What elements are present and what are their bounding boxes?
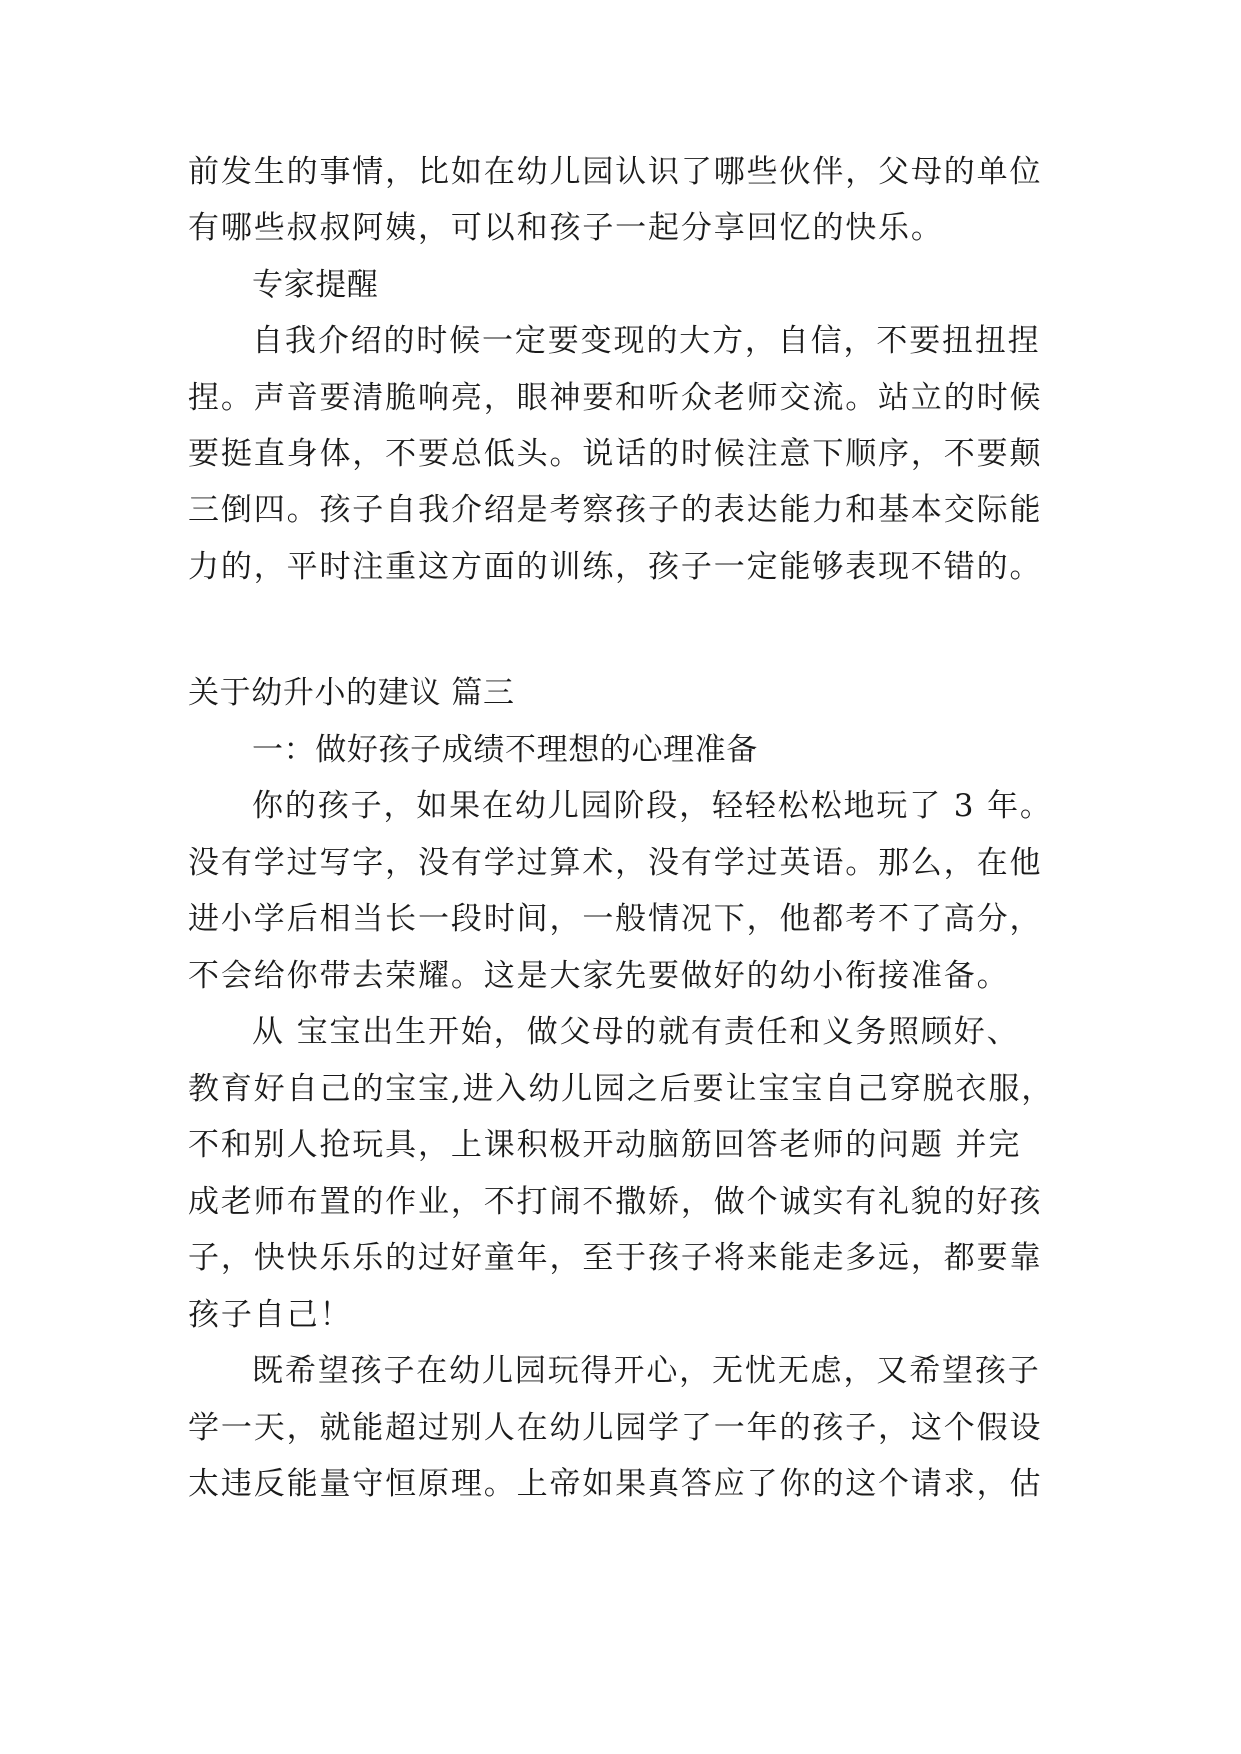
paragraph-line: 力的，平时注重这方面的训练，孩子一定能够表现不错的。 <box>188 549 1043 585</box>
paragraph-line: 教育好自己的宝宝,进入幼儿园之后要让宝宝自己穿脱衣服， <box>188 1071 1055 1107</box>
paragraph-line: 你的孩子，如果在幼儿园阶段，轻轻松松地玩了 3 年。 <box>252 788 1053 824</box>
paragraph-line: 进小学后相当长一段时间，一般情况下，他都考不了高分， <box>188 901 1043 937</box>
paragraph-line: 成老师布置的作业，不打闹不撒娇，做个诚实有礼貌的好孩 <box>188 1184 1043 1220</box>
paragraph-line: 有哪些叔叔阿姨，可以和孩子一起分享回忆的快乐。 <box>188 210 944 246</box>
section-subheading: 专家提醒 <box>252 267 379 303</box>
paragraph-line: 没有学过写字，没有学过算术，没有学过英语。那么，在他 <box>188 845 1043 881</box>
section-heading: 关于幼升小的建议 篇三 <box>188 675 515 711</box>
paragraph-line: 不和别人抢玩具，上课积极开动脑筋回答老师的问题 并完 <box>188 1127 1022 1163</box>
paragraph-line: 从 宝宝出生开始，做父母的就有责任和义务照顾好、 <box>252 1014 1020 1050</box>
paragraph-line: 子，快快乐乐的过好童年，至于孩子将来能走多远，都要靠 <box>188 1240 1043 1276</box>
paragraph-line: 不会给你带去荣耀。这是大家先要做好的幼小衔接准备。 <box>188 958 1010 994</box>
paragraph-line: 既希望孩子在幼儿园玩得开心，无忧无虑，又希望孩子 <box>252 1353 1041 1389</box>
paragraph-line: 孩子自己！ <box>188 1297 353 1333</box>
paragraph-line: 自我介绍的时候一定要变现的大方，自信，不要扭扭捏 <box>252 323 1041 359</box>
section-subheading: 一：做好孩子成绩不理想的心理准备 <box>252 732 758 768</box>
paragraph-line: 前发生的事情，比如在幼儿园认识了哪些伙伴，父母的单位 <box>188 154 1043 190</box>
paragraph-line: 太违反能量守恒原理。上帝如果真答应了你的这个请求，估 <box>188 1466 1043 1502</box>
paragraph-line: 捏。声音要清脆响亮，眼神要和听众老师交流。站立的时候 <box>188 380 1043 416</box>
paragraph-line: 三倒四。孩子自我介绍是考察孩子的表达能力和基本交际能 <box>188 492 1043 528</box>
paragraph-line: 要挺直身体，不要总低头。说话的时候注意下顺序，不要颠 <box>188 436 1043 472</box>
paragraph-line: 学一天，就能超过别人在幼儿园学了一年的孩子，这个假设 <box>188 1410 1043 1446</box>
